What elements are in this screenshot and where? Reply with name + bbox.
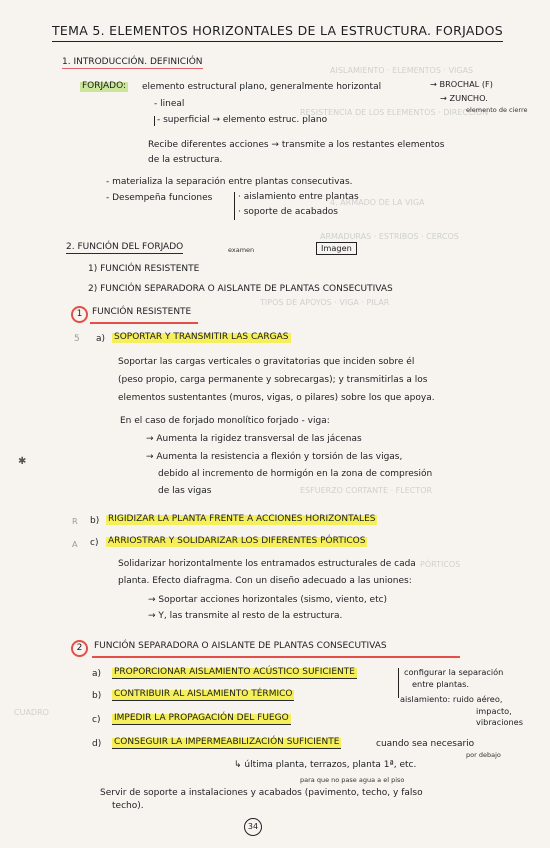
soportar-cargas-title: SOPORTAR Y TRANSMITIR LAS CARGAS [114,332,289,342]
bracket-line [234,192,235,220]
item-b-label: b) [90,516,100,526]
servir-soporte-text-2: techo). [112,801,144,811]
tipo-superficial: - superficial → elemento estruc. plano [154,116,327,126]
side-note-vibraciones: vibraciones [476,717,523,727]
sep-item-b-label: b) [92,691,102,701]
resistente-heading: FUNCIÓN RESISTENTE [92,307,192,317]
item-a-label: a) [96,334,106,344]
arriostrar-text-3: → Soportar acciones horizontales (sismo, viento, etc) [148,595,388,605]
resistente-underline [90,322,198,324]
sep-item-d-label: d) [92,739,102,749]
tipo-lineal: - lineal [154,99,185,109]
imagen-box: Imagen [316,242,357,255]
bleed-through-text: RESISTENCIA DE LOS ELEMENTOS · DIRECCIÓN [300,108,489,117]
recibe-acciones-cont: de la estructura. [148,155,223,165]
zuncho-annotation: elemento de cierre [466,106,528,114]
list-item-funcion-resistente: 1) FUNCIÓN RESISTENTE [88,264,200,274]
section-heading-funcion: 2. FUNCIÓN DEL FORJADO [66,242,184,252]
bleed-through-text: CUADRO [14,708,49,717]
sep-item-c-label: c) [92,715,101,725]
separadora-underline [92,656,460,658]
desempena-funciones: - Desempeña funciones [106,193,213,203]
servir-soporte-text-1: Servir de soporte a instalaciones y acabados (pavimento, techo, y falso [100,788,423,798]
arriostrar-text-1: Solidarizar horizontalmente los entramados estructurales de cada [118,559,416,569]
section-heading-introduccion: 1. INTRODUCCIÓN. DEFINICIÓN [62,57,203,67]
resistente-text-5: → Aumenta la rigidez transversal de las jácenas [146,434,362,444]
zuncho-note: → ZUNCHO. [440,93,488,103]
bleed-through-text: 4. ARMADO DE LA VIGA [330,198,425,207]
section-number-1: 1 [71,306,88,323]
impermeabilizacion-title: CONSEGUIR LA IMPERMEABILIZACIÓN SUFICIENTE [114,737,340,747]
ultima-planta-note: ↳ última planta, terrazos, planta 1ª, etc. [234,760,417,770]
resistente-text-7: debido al incremento de hormigón en la zona de compresión [158,469,433,479]
resistente-text-3: elementos sustentantes (muros, vigas, o pilares) sobre los que apoya. [118,393,435,403]
side-note-entre-plantas: entre plantas. [412,679,470,689]
forjado-definition: elemento estructural plano, generalmente horizontal [142,82,382,92]
section-number-2: 2 [71,640,88,657]
page-title: TEMA 5. ELEMENTOS HORIZONTALES DE LA ESTRUCTURA. FORJADOS [52,24,503,42]
arriostrar-text-2: planta. Efecto diafragma. Con un diseño adecuado a las uniones: [118,576,412,586]
arriostrar-text-4: → Y, las transmite al resto de la estructura. [148,611,343,621]
bleed-through-text: ARMADURAS · ESTRIBOS · CERCOS [320,232,459,241]
margin-mark-a: A [72,539,78,549]
bleed-through-text: AISLAMIENTO · ELEMENTOS · VIGAS [330,66,474,75]
aislamiento-termico-title: CONTRIBUIR AL AISLAMIENTO TÉRMICO [114,689,293,699]
forjado-label: FORJADO: [82,81,127,91]
margin-mark-r: R [72,516,78,526]
examen-note: examen [228,246,255,254]
bracket-line [398,668,399,698]
asterisk-mark: ✱ [18,456,27,467]
side-note-configurar: configurar la separación [404,667,504,677]
sep-item-a-label: a) [92,669,102,679]
resistente-text-8: de las vigas [158,486,212,496]
separadora-heading: FUNCIÓN SEPARADORA O AISLANTE DE PLANTAS CONSECUTIVAS [94,641,387,651]
brochal-note: → BROCHAL (F) [430,79,493,89]
bleed-through-text: PÓRTICOS [420,560,461,569]
side-note-aislamiento: aislamiento: ruido aéreo, [400,694,503,704]
resistente-text-1: Soportar las cargas verticales o gravitatorias que inciden sobre él [118,357,415,367]
resistente-text-6: → Aumenta la resistencia a flexión y torsión de las vigas, [146,452,403,462]
arriostrar-title: ARRIOSTRAR Y SOLIDARIZAR LOS DIFERENTES PÓRTICOS [108,536,366,546]
list-item-funcion-separadora: 2) FUNCIÓN SEPARADORA O AISLANTE DE PLANTAS CONSECUTIVAS [88,284,393,294]
page-number: 34 [244,818,262,836]
por-debajo-note: por debajo [466,751,501,759]
resistente-text-2: (peso propio, carga permanente y sobrecargas); y transmitirlas a los [118,375,428,385]
rigidizar-title: RIGIDIZAR LA PLANTA FRENTE A ACCIONES HORIZONTALES [108,514,376,524]
item-c-label: c) [90,538,99,548]
funcion-aislamiento: · aislamiento entre plantas [238,192,359,202]
resistente-text-4: En el caso de forjado monolítico forjado - viga: [120,416,330,426]
bleed-through-text: ESFUERZO CORTANTE · FLECTOR [300,486,433,495]
propagacion-fuego-title: IMPEDIR LA PROPAGACIÓN DEL FUEGO [114,713,289,723]
aislamiento-acustico-title: PROPORCIONAR AISLAMIENTO ACÚSTICO SUFICIENTE [114,667,355,677]
recibe-acciones: Recibe diferentes acciones → transmite a los restantes elementos [148,140,445,150]
cuando-necesario: cuando sea necesario [376,739,475,749]
bleed-through-text: TIPOS DE APOYOS · VIGA · PILAR [260,298,390,307]
side-note-impacto: impacto, [476,706,512,716]
materializa-separacion: - materializa la separación entre plantas consecutivas. [106,177,353,187]
funcion-soporte: · soporte de acabados [238,207,338,217]
agua-note: para que no pase agua a el piso [300,776,405,784]
margin-mark-5: 5 [74,334,80,344]
